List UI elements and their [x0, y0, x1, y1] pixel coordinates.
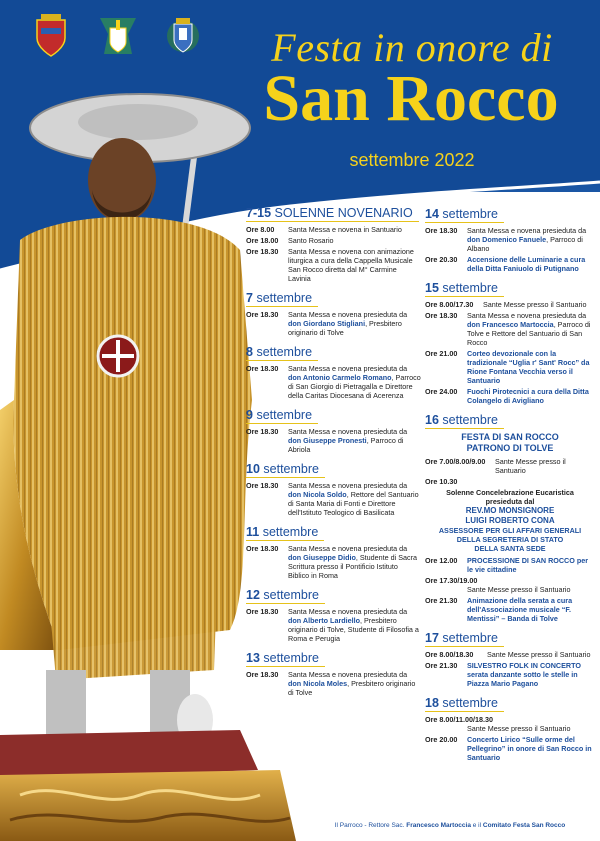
- event-text-pre: Santa Messa e novena presieduta da: [288, 670, 408, 679]
- day-heading: [246, 588, 325, 604]
- event-text: [288, 544, 421, 580]
- day-heading: [246, 462, 325, 478]
- day-heading: [246, 291, 318, 307]
- event-row: [246, 670, 421, 697]
- event-row: [425, 596, 595, 623]
- day-number: 15: [425, 281, 439, 295]
- day-label: settembre: [263, 462, 319, 476]
- event-time: Ore 21.30: [425, 596, 458, 605]
- event-text: Sante Messe presso il Santuario: [467, 724, 571, 733]
- day-label: settembre: [262, 525, 319, 539]
- event-text: [288, 481, 421, 517]
- event-text: [288, 427, 421, 454]
- event-time: Ore 18.30: [425, 311, 458, 320]
- celebrant-name: don Giuseppe Didio: [288, 553, 356, 562]
- day-14: [425, 205, 595, 273]
- schedule-left-column: [246, 204, 421, 703]
- event-row: [246, 481, 421, 517]
- event-text-post: , Parroco di Abriola: [288, 436, 404, 454]
- event-row: [425, 661, 595, 688]
- event-row: [425, 457, 595, 475]
- footer-org: Comitato Festa San Rocco: [482, 822, 566, 829]
- feast-subheading: PATRONO DI TOLVE: [466, 443, 554, 453]
- day-heading: [425, 413, 504, 429]
- event-row: [425, 300, 595, 309]
- event-text: Santo Rosario: [288, 236, 334, 245]
- day-number: 18: [425, 696, 439, 710]
- day-12: [246, 586, 421, 643]
- event-time: Ore 12.00: [425, 556, 458, 565]
- day-number: 17: [425, 631, 439, 645]
- celebrant-name: don Giuseppe Pronesti: [288, 436, 367, 445]
- day-number: 13: [246, 651, 260, 665]
- day-heading: [246, 206, 419, 222]
- event-text: PROCESSIONE DI SAN ROCCO per le vie cittadine: [467, 556, 589, 574]
- event-text-post: , Parroco di Albano: [467, 235, 583, 253]
- event-text-post: , Rettore del Santuario di Santa Maria di Fonti e Direttore dell'Istituto Teologico di Basilicata: [288, 490, 419, 517]
- event-text-pre: Santa Messa e novena presieduta da: [288, 481, 408, 490]
- subtitle: settembre 2022: [349, 150, 475, 170]
- day-number: 14: [425, 207, 439, 221]
- day-number: 10: [246, 462, 260, 476]
- coat-of-arms-icon: [33, 14, 69, 58]
- day-10: [246, 460, 421, 517]
- event-row: [425, 311, 595, 347]
- day-heading: [425, 281, 504, 297]
- event-text: [288, 607, 421, 643]
- event-text: Sante Messe presso il Santuario: [495, 457, 566, 475]
- celebrant-name: don Nicola Soldo: [288, 490, 347, 499]
- event-time: Ore 20.30: [425, 255, 458, 264]
- day-8: [246, 343, 421, 400]
- day-label: settembre: [256, 291, 313, 305]
- event-time: Ore 18.30: [246, 310, 279, 319]
- feast-heading: FESTA DI SAN ROCCO: [461, 432, 559, 442]
- day-label: settembre: [442, 281, 498, 295]
- schedule-right-column: [425, 205, 595, 768]
- event-time: Ore 18.30: [425, 226, 458, 235]
- day-number: 12: [246, 588, 260, 602]
- event-time: Ore 21.00: [425, 349, 458, 358]
- event-time: Ore 8.00/17.30: [425, 300, 474, 309]
- mass-presided: presieduta dal: [485, 497, 535, 506]
- celebrant-name: don Giordano Stigliani: [288, 319, 366, 328]
- day-heading: [246, 525, 324, 541]
- event-text-pre: Santa Messa e novena presieduta da: [467, 311, 587, 320]
- event-text-pre: Santa Messa e novena presieduta da: [467, 226, 587, 235]
- event-time: Ore 8.00: [246, 225, 275, 234]
- event-row: [246, 607, 421, 643]
- day-label: settembre: [256, 408, 313, 422]
- bishop-coat-of-arms-icon: [96, 14, 140, 58]
- event-time: Ore 18.30: [246, 427, 279, 436]
- event-time: Ore 18.30: [246, 607, 279, 616]
- event-row: [425, 576, 595, 594]
- day-heading: [246, 408, 318, 424]
- event-text-pre: Santa Messa e novena presieduta da: [288, 310, 408, 319]
- event-time: Ore 8.00/18.30: [425, 650, 474, 659]
- celebrant-role-2: DELLA SEGRETERIA DI STATO: [456, 535, 564, 544]
- event-text: Santa Messa e novena in Santuario: [288, 225, 402, 234]
- event-row: [425, 255, 595, 273]
- event-row: [425, 650, 595, 659]
- day-label: settembre: [263, 651, 319, 665]
- day-9: [246, 406, 421, 454]
- day-number: 8: [246, 345, 253, 359]
- event-text: SILVESTRO FOLK IN CONCERTO serata danzante sotto le stelle in Piazza Mario Pagano: [467, 661, 581, 688]
- day-heading: [425, 696, 504, 712]
- event-time: Ore 18.30: [246, 481, 279, 490]
- celebrant-title: REV.MO MONSIGNORE: [465, 506, 555, 515]
- event-text-pre: Santa Messa e novena presieduta da: [288, 364, 408, 373]
- event-time: Ore 18.30: [246, 544, 279, 553]
- event-row: [425, 735, 595, 762]
- event-time: Ore 7.00/8.00/9.00: [425, 457, 486, 466]
- event-text: Sante Messe presso il Santuario: [467, 585, 571, 594]
- day-label: settembre: [442, 207, 498, 221]
- event-row: [425, 387, 595, 405]
- celebrant-name: don Nicola Moles: [288, 679, 348, 688]
- day-label: settembre: [442, 413, 498, 427]
- event-text-pre: Santa Messa e novena presieduta da: [288, 607, 408, 616]
- day-16: [425, 411, 595, 623]
- event-row: [425, 556, 595, 574]
- event-time: Ore 18.30: [246, 670, 279, 679]
- event-text: [288, 364, 421, 400]
- event-text: [288, 310, 421, 337]
- event-text-post: , Presbitero originario di Tolve, Studente di Filosofia a Roma e Perugia: [288, 616, 419, 643]
- event-row: [246, 236, 421, 245]
- event-time: Ore 18.30: [246, 247, 279, 256]
- event-text: Animazione della serata a cura dell'Associazione musicale “F. Mentissi” – Banda di Tolve: [467, 596, 573, 623]
- event-text: [288, 670, 421, 697]
- event-time: Ore 8.00/11.00/18.30: [425, 715, 493, 724]
- event-row: [246, 225, 421, 234]
- day-heading: [425, 631, 504, 647]
- event-text-post: , Parroco di Tolve e Rettore del Santuario di San Rocco: [467, 320, 591, 347]
- celebrant-name: don Francesco Martoccia: [467, 320, 554, 329]
- footer-name: Francesco Martoccia: [406, 822, 471, 829]
- event-row: [425, 226, 595, 253]
- day-number: 16: [425, 413, 439, 427]
- celebrant-name: LUIGI ROBERTO CONA: [465, 516, 555, 525]
- event-time: Ore 10.30: [425, 477, 458, 486]
- event-text-pre: Santa Messa e novena presieduta da: [288, 427, 408, 436]
- day-label: settembre: [256, 345, 313, 359]
- event-text: Sante Messe presso il Santuario: [483, 300, 587, 309]
- event-row: [246, 364, 421, 400]
- celebrant-name: don Alberto Lardiello: [288, 616, 361, 625]
- event-time: Ore 20.00: [425, 735, 458, 744]
- day-heading: [425, 207, 504, 223]
- event-time: Ore 17.30/19.00: [425, 576, 478, 585]
- mass-title: Solenne Concelebrazione Eucaristica: [446, 488, 574, 497]
- event-row: [425, 477, 595, 486]
- event-text-pre: Santa Messa e novena presieduta da: [288, 544, 408, 553]
- event-time: Ore 24.00: [425, 387, 458, 396]
- event-row: [246, 247, 421, 283]
- day-17: [425, 629, 595, 688]
- municipal-crest-icon: [165, 14, 201, 58]
- day-label: SOLENNE NOVENARIO: [274, 206, 413, 220]
- title-line-1: Festa in onore di: [271, 25, 553, 70]
- footer-mid: e il: [470, 822, 483, 829]
- celebrant-role-3: DELLA SANTA SEDE: [474, 544, 546, 553]
- day-number: 11: [246, 525, 260, 539]
- celebrant-name: don Domenico Fanuele: [467, 235, 547, 244]
- event-row: [246, 427, 421, 454]
- day-7-15: [246, 204, 421, 283]
- event-text: Santa Messa e novena con animazione liturgica a cura della Cappella Musicale San Rocco diretta dal M° Carmine Lavinia: [288, 247, 414, 283]
- day-18: [425, 694, 595, 762]
- event-row: [425, 715, 595, 733]
- day-15: [425, 279, 595, 405]
- event-time: Ore 18.30: [246, 364, 279, 373]
- day-heading: [246, 651, 325, 667]
- footer-pre: Il Parroco - Rettore Sac.: [334, 822, 407, 829]
- event-text: Corteo devozionale con la tradizionale “Uglia r' Sant' Rocc” da Rione Fontana Vecchia verso il Santuario: [467, 349, 590, 385]
- event-text: Accensione delle Luminarie a cura della Ditta Faniuolo di Putignano: [467, 255, 586, 273]
- event-text-post: , Presbitero originario di Tolve: [288, 319, 402, 337]
- event-row: [246, 310, 421, 337]
- event-text: Fuochi Pirotecnici a cura della Ditta Colangelo di Avigliano: [467, 387, 589, 405]
- celebrant-role-1: ASSESSORE PER GLI AFFARI GENERALI: [438, 526, 582, 535]
- day-number: 9: [246, 408, 253, 422]
- day-number: 7-15: [246, 206, 272, 220]
- event-text: [467, 311, 595, 347]
- event-text: Concerto Lirico “Sulle orme del Pellegrino” in onore di San Rocco in Santuario: [467, 735, 592, 762]
- event-row: [425, 349, 595, 385]
- day-number: 7: [246, 291, 253, 305]
- event-row: [246, 544, 421, 580]
- day-label: settembre: [442, 696, 498, 710]
- event-text: [467, 226, 595, 253]
- title-line-2: San Rocco: [263, 62, 559, 135]
- event-time: Ore 18.00: [246, 236, 279, 245]
- day-13: [246, 649, 421, 697]
- event-text-post: , Parroco di San Giorgio di Pietragalla e Direttore della Caritas Diocesana di Acerenza: [288, 373, 421, 400]
- day-label: settembre: [442, 631, 498, 645]
- celebrant-name: don Antonio Carmelo Romano: [288, 373, 392, 382]
- footer-credits: [300, 822, 600, 829]
- event-text: Sante Messe presso il Santuario: [487, 650, 591, 659]
- day-7: [246, 289, 421, 337]
- event-text-post: , Studente di Sacra Scrittura presso il Pontificio Istituto Biblico in Roma: [288, 553, 418, 580]
- day-11: [246, 523, 421, 580]
- event-time: Ore 21.30: [425, 661, 458, 670]
- day-label: settembre: [263, 588, 319, 602]
- day-heading: [246, 345, 318, 361]
- event-text-post: , Presbitero originario di Tolve: [288, 679, 416, 697]
